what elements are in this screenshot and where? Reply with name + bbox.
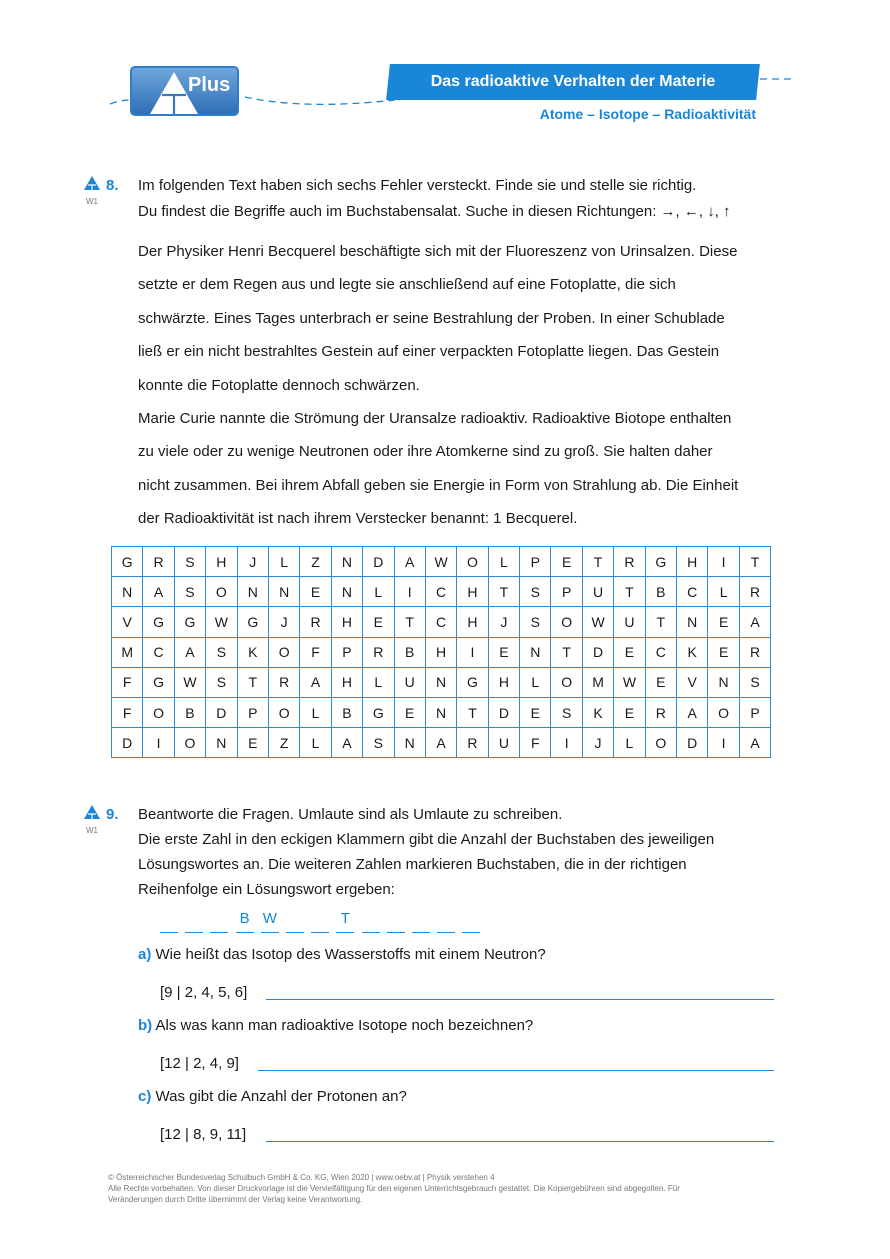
text-line: schwärzte. Eines Tages unterbrach er seine Bestrahlung der Proben. In einer Schublade xyxy=(138,309,725,327)
grid-cell[interactable]: O xyxy=(457,547,488,577)
grid-cell[interactable]: E xyxy=(708,607,739,637)
grid-cell[interactable]: H xyxy=(206,547,237,577)
grid-cell[interactable]: J xyxy=(237,547,268,577)
grid-cell[interactable]: A xyxy=(174,637,205,667)
grid-row xyxy=(112,728,771,758)
task8-instruction-2: Du findest die Begriffe auch im Buchstabensalat. Suche in diesen Richtungen: →, ←, ↓, ↑ xyxy=(138,203,731,220)
grid-cell[interactable]: H xyxy=(425,637,456,667)
grid-cell[interactable]: U xyxy=(394,667,425,697)
grid-cell[interactable]: U xyxy=(582,577,613,607)
grid-cell[interactable]: G xyxy=(143,667,174,697)
grid-cell[interactable]: L xyxy=(300,728,331,758)
grid-cell[interactable]: B xyxy=(645,577,676,607)
grid-cell[interactable]: A xyxy=(739,728,770,758)
word-search-grid xyxy=(111,546,771,758)
grid-cell[interactable]: A xyxy=(394,547,425,577)
grid-cell[interactable]: R xyxy=(300,607,331,637)
grid-cell[interactable]: P xyxy=(520,547,551,577)
grid-cell[interactable]: O xyxy=(551,607,582,637)
grid-cell[interactable]: D xyxy=(206,697,237,727)
page-subtitle: Atome – Isotope – Radioaktivität xyxy=(539,106,756,122)
grid-cell[interactable]: R xyxy=(739,637,770,667)
task8-text xyxy=(138,235,798,536)
grid-row xyxy=(112,637,771,667)
grid-cell[interactable]: M xyxy=(582,667,613,697)
answer-line-c[interactable] xyxy=(266,1141,774,1142)
solution-slot[interactable] xyxy=(362,910,380,933)
grid-cell[interactable]: S xyxy=(551,697,582,727)
grid-cell[interactable]: S xyxy=(174,547,205,577)
grid-cell[interactable]: H xyxy=(331,667,362,697)
grid-cell[interactable]: P xyxy=(331,637,362,667)
grid-cell[interactable]: W xyxy=(206,607,237,637)
grid-cell[interactable]: E xyxy=(708,637,739,667)
grid-cell[interactable]: L xyxy=(614,728,645,758)
grid-cell[interactable]: E xyxy=(394,697,425,727)
grid-cell[interactable]: D xyxy=(363,547,394,577)
grid-cell[interactable]: R xyxy=(363,637,394,667)
text-line: setzte er dem Regen aus und legte sie anschließend auf eine Fotoplatte, die sich xyxy=(138,276,676,294)
grid-cell[interactable]: T xyxy=(739,547,770,577)
grid-cell[interactable]: O xyxy=(206,577,237,607)
footer-copyright: © Österreichischer Bundesverlag Schulbuch GmbH & Co. KG, Wien 2020 | www.oebv.at | Physik verstehen 4 xyxy=(108,1173,495,1182)
grid-cell[interactable]: S xyxy=(363,728,394,758)
solution-word-slots xyxy=(160,910,550,936)
task9-instruction-1: Beantworte die Fragen. Umlaute sind als Umlaute zu schreiben. xyxy=(138,806,563,823)
grid-cell[interactable]: T xyxy=(394,607,425,637)
grid-cell[interactable]: B xyxy=(331,697,362,727)
grid-cell[interactable]: K xyxy=(677,637,708,667)
footer-disclaimer: Veränderungen durch Dritte übernimmt der Verlag keine Verantwortung. xyxy=(108,1195,363,1204)
grid-cell[interactable]: R xyxy=(739,577,770,607)
question-text: Was gibt die Anzahl der Protonen an? xyxy=(155,1088,407,1105)
grid-cell[interactable]: T xyxy=(582,547,613,577)
grid-cell[interactable]: F xyxy=(112,667,143,697)
solution-slot[interactable] xyxy=(286,910,304,933)
grid-cell[interactable]: A xyxy=(425,728,456,758)
logo-text: Plus xyxy=(188,74,231,96)
grid-cell[interactable]: N xyxy=(331,577,362,607)
question-c xyxy=(138,1088,407,1105)
plus-logo xyxy=(130,66,239,116)
grid-cell[interactable]: J xyxy=(268,607,299,637)
grid-cell[interactable]: T xyxy=(614,577,645,607)
solution-slot[interactable] xyxy=(160,910,178,933)
grid-cell[interactable]: K xyxy=(582,697,613,727)
task9-instruction-2: Die erste Zahl in den eckigen Klammern gibt die Anzahl der Buchstaben des jeweiligen xyxy=(138,831,715,848)
grid-cell[interactable]: G xyxy=(457,667,488,697)
grid-cell[interactable]: C xyxy=(677,577,708,607)
grid-cell[interactable]: L xyxy=(300,697,331,727)
grid-cell[interactable]: D xyxy=(677,728,708,758)
grid-cell[interactable]: C xyxy=(645,637,676,667)
grid-cell[interactable]: G xyxy=(645,547,676,577)
grid-cell[interactable]: U xyxy=(614,607,645,637)
grid-cell[interactable]: F xyxy=(520,728,551,758)
footer-rights: Alle Rechte vorbehalten. Von dieser Druckvorlage ist die Vervielfältigung für den eigenen Unterrichtsgebrauch gestattet. Die Kopiergebühren sind abgegolten. Für xyxy=(108,1184,680,1193)
grid-cell[interactable]: T xyxy=(551,637,582,667)
grid-cell[interactable]: A xyxy=(300,667,331,697)
question-a xyxy=(138,946,546,963)
grid-cell[interactable]: W xyxy=(582,607,613,637)
grid-cell[interactable]: I xyxy=(143,728,174,758)
grid-cell[interactable]: K xyxy=(237,637,268,667)
solution-slot[interactable] xyxy=(437,910,455,933)
grid-cell[interactable]: E xyxy=(614,637,645,667)
grid-cell[interactable]: T xyxy=(488,577,519,607)
grid-cell[interactable]: J xyxy=(488,607,519,637)
grid-cell[interactable]: P xyxy=(551,577,582,607)
solution-slot[interactable] xyxy=(210,910,228,933)
grid-cell[interactable]: I xyxy=(708,547,739,577)
grid-row xyxy=(112,577,771,607)
grid-cell[interactable]: L xyxy=(488,547,519,577)
grid-cell[interactable]: G xyxy=(174,607,205,637)
grid-cell[interactable]: N xyxy=(708,667,739,697)
grid-cell[interactable]: E xyxy=(551,547,582,577)
grid-cell[interactable]: H xyxy=(331,607,362,637)
footer xyxy=(108,1172,788,1205)
grid-cell[interactable]: U xyxy=(488,728,519,758)
grid-cell[interactable]: B xyxy=(174,697,205,727)
solution-slot[interactable] xyxy=(462,910,480,933)
answer-line-a[interactable] xyxy=(266,999,774,1000)
solution-slot[interactable] xyxy=(412,910,430,933)
title-banner xyxy=(386,64,760,100)
grid-cell[interactable]: O xyxy=(268,637,299,667)
grid-cell[interactable]: T xyxy=(237,667,268,697)
hint-b: [12 | 2, 4, 9] xyxy=(160,1055,239,1072)
grid-cell[interactable]: A xyxy=(677,697,708,727)
grid-cell[interactable]: H xyxy=(457,577,488,607)
grid-cell[interactable]: E xyxy=(488,637,519,667)
question-text: Wie heißt das Isotop des Wasserstoffs mit einem Neutron? xyxy=(155,946,546,963)
grid-row xyxy=(112,697,771,727)
grid-cell[interactable]: F xyxy=(112,697,143,727)
grid-cell[interactable]: D xyxy=(112,728,143,758)
grid-cell[interactable]: O xyxy=(645,728,676,758)
grid-cell[interactable]: N xyxy=(331,547,362,577)
solution-slot[interactable]: W xyxy=(261,910,279,933)
hint-a: [9 | 2, 4, 5, 6] xyxy=(160,984,248,1001)
grid-cell[interactable]: L xyxy=(363,577,394,607)
grid-cell[interactable]: M xyxy=(112,637,143,667)
grid-cell[interactable]: O xyxy=(143,697,174,727)
grid-cell[interactable]: N xyxy=(520,637,551,667)
text-line: konnte die Fotoplatte dennoch schwärzen. xyxy=(138,376,420,394)
grid-cell[interactable]: O xyxy=(551,667,582,697)
grid-cell[interactable]: L xyxy=(708,577,739,607)
grid-cell[interactable]: N xyxy=(425,697,456,727)
grid-cell[interactable]: W xyxy=(614,667,645,697)
solution-slot[interactable] xyxy=(185,910,203,933)
task-number-9: 9. xyxy=(106,806,119,823)
grid-cell[interactable]: R xyxy=(457,728,488,758)
grid-cell[interactable]: P xyxy=(739,697,770,727)
answer-line-b[interactable] xyxy=(258,1070,774,1071)
grid-cell[interactable]: N xyxy=(268,577,299,607)
text-line: Der Physiker Henri Becquerel beschäftigte sich mit der Fluoreszenz von Urinsalzen. Diese xyxy=(138,243,738,260)
text-line: nicht zusammen. Bei ihrem Abfall geben sie Energie in Form von Strahlung ab. Die Einheit xyxy=(138,476,739,494)
grid-cell[interactable]: I xyxy=(394,577,425,607)
grid-cell[interactable]: E xyxy=(237,728,268,758)
grid-cell[interactable]: S xyxy=(520,607,551,637)
grid-cell[interactable]: G xyxy=(112,547,143,577)
grid-cell[interactable]: A xyxy=(739,607,770,637)
text-line: der Radioaktivität ist nach ihrem Verstecker benannt: 1 Becquerel. xyxy=(138,510,578,528)
grid-cell[interactable]: O xyxy=(174,728,205,758)
grid-cell[interactable]: A xyxy=(143,577,174,607)
grid-cell[interactable]: I xyxy=(551,728,582,758)
grid-row xyxy=(112,667,771,697)
grid-cell[interactable]: L xyxy=(268,547,299,577)
solution-slot[interactable] xyxy=(387,910,405,933)
solution-slot[interactable]: T xyxy=(336,910,354,933)
grid-cell[interactable]: W xyxy=(425,547,456,577)
task-number-8: 8. xyxy=(106,177,119,194)
task-triangle-icon xyxy=(83,804,101,820)
grid-cell[interactable]: E xyxy=(520,697,551,727)
grid-cell[interactable]: E xyxy=(645,667,676,697)
task-triangle-icon xyxy=(83,175,101,191)
grid-cell[interactable]: H xyxy=(488,667,519,697)
text-line: Marie Curie nannte die Strömung der Uransalze radioaktiv. Radioaktive Biotope enthalten xyxy=(138,410,732,428)
grid-cell[interactable]: R xyxy=(614,547,645,577)
grid-cell[interactable]: O xyxy=(708,697,739,727)
grid-cell[interactable]: F xyxy=(300,637,331,667)
solution-slot[interactable] xyxy=(311,910,329,933)
grid-cell[interactable]: Z xyxy=(300,547,331,577)
question-letter: a) xyxy=(138,946,152,963)
grid-cell[interactable]: S xyxy=(739,667,770,697)
grid-cell[interactable]: C xyxy=(425,607,456,637)
grid-cell[interactable]: V xyxy=(112,607,143,637)
task-level-9: W1 xyxy=(86,826,98,835)
grid-cell[interactable]: C xyxy=(143,637,174,667)
text-line: ließ er ein nicht bestrahltes Gestein auf einer verpackten Fotoplatte liegen. Das Gestein xyxy=(138,343,720,361)
question-text: Als was kann man radioaktive Isotope noch bezeichnen? xyxy=(155,1017,534,1034)
grid-cell[interactable]: R xyxy=(143,547,174,577)
grid-cell[interactable]: N xyxy=(206,728,237,758)
grid-cell[interactable]: H xyxy=(677,547,708,577)
hint-c: [12 | 8, 9, 11] xyxy=(160,1126,247,1143)
grid-cell[interactable]: C xyxy=(425,577,456,607)
grid-cell[interactable]: E xyxy=(614,697,645,727)
grid-cell[interactable]: H xyxy=(457,607,488,637)
grid-row xyxy=(112,607,771,637)
task9-instruction-3: Lösungswortes an. Die weiteren Zahlen markieren Buchstaben, die in der richtigen xyxy=(138,856,687,873)
grid-cell[interactable]: P xyxy=(237,697,268,727)
grid-cell[interactable]: R xyxy=(268,667,299,697)
grid-cell[interactable]: G xyxy=(143,607,174,637)
grid-cell[interactable]: I xyxy=(457,637,488,667)
page-title: Das radioaktive Verhalten der Materie xyxy=(430,73,716,90)
grid-cell[interactable]: B xyxy=(394,637,425,667)
grid-cell[interactable]: T xyxy=(457,697,488,727)
grid-cell[interactable]: S xyxy=(206,637,237,667)
task9-instruction-4: Reihenfolge ein Lösungswort ergeben: xyxy=(138,881,395,898)
grid-cell[interactable]: G xyxy=(363,697,394,727)
grid-cell[interactable]: D xyxy=(488,697,519,727)
grid-cell[interactable]: N xyxy=(112,577,143,607)
grid-cell[interactable]: Z xyxy=(268,728,299,758)
grid-cell[interactable]: N xyxy=(394,728,425,758)
grid-cell[interactable]: O xyxy=(268,697,299,727)
grid-row xyxy=(112,547,771,577)
grid-cell[interactable]: A xyxy=(331,728,362,758)
grid-cell[interactable]: S xyxy=(174,577,205,607)
task8-instruction-1: Im folgenden Text haben sich sechs Fehler versteckt. Finde sie und stelle sie richtig. xyxy=(138,177,697,194)
grid-cell[interactable]: L xyxy=(520,667,551,697)
grid-cell[interactable]: I xyxy=(708,728,739,758)
task-level-8: W1 xyxy=(86,197,98,206)
grid-cell[interactable]: S xyxy=(206,667,237,697)
question-letter: b) xyxy=(138,1017,153,1034)
grid-cell[interactable]: N xyxy=(425,667,456,697)
solution-slot[interactable]: B xyxy=(236,910,254,933)
grid-cell[interactable]: G xyxy=(237,607,268,637)
grid-cell[interactable]: N xyxy=(237,577,268,607)
grid-cell[interactable]: D xyxy=(582,637,613,667)
grid-cell[interactable]: R xyxy=(645,697,676,727)
grid-cell[interactable]: W xyxy=(174,667,205,697)
grid-cell[interactable]: J xyxy=(582,728,613,758)
grid-cell[interactable]: E xyxy=(363,607,394,637)
grid-cell[interactable]: N xyxy=(677,607,708,637)
grid-cell[interactable]: V xyxy=(677,667,708,697)
grid-cell[interactable]: E xyxy=(300,577,331,607)
grid-cell[interactable]: L xyxy=(363,667,394,697)
question-letter: c) xyxy=(138,1088,152,1105)
text-line: zu viele oder zu wenige Neutronen oder ihre Atomkerne sind zu groß. Sie halten daher xyxy=(138,443,713,461)
grid-cell[interactable]: T xyxy=(645,607,676,637)
grid-cell[interactable]: S xyxy=(520,577,551,607)
question-b xyxy=(138,1017,533,1034)
